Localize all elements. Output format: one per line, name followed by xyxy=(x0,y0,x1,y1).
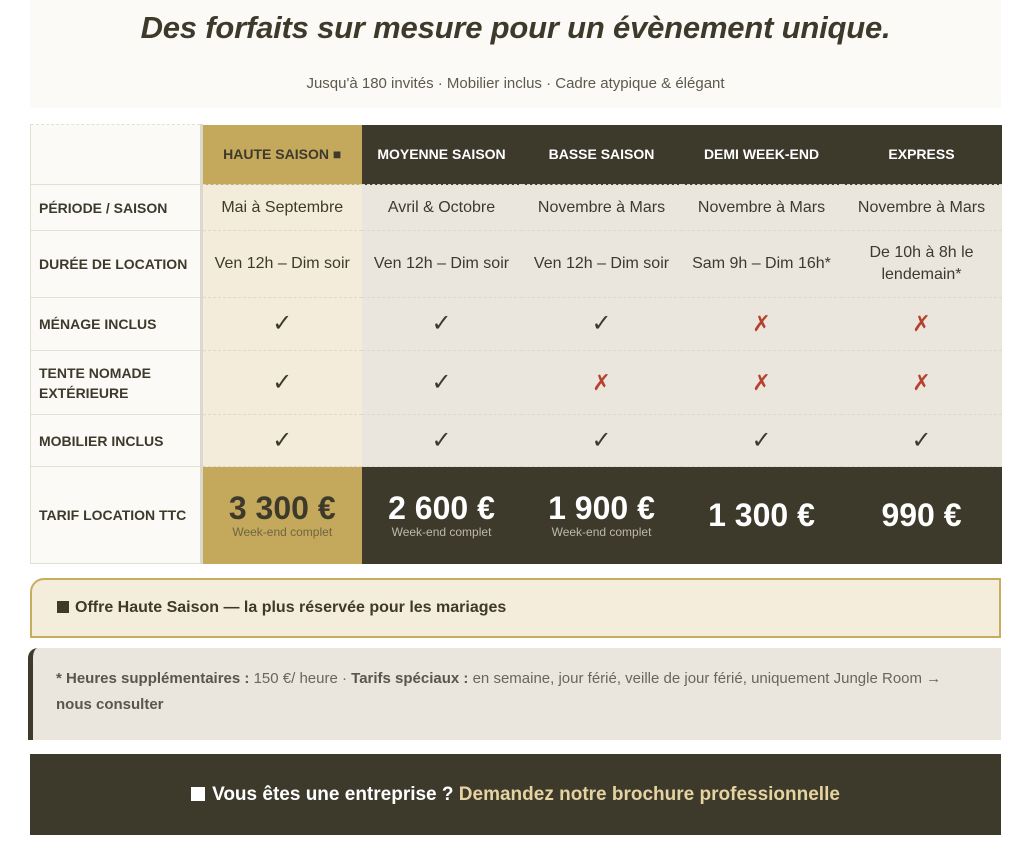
table-row-mobilier xyxy=(31,415,1002,467)
square-icon xyxy=(191,787,205,801)
price-cell-basse-saison xyxy=(522,467,682,564)
price-note: Week-end complet xyxy=(391,525,492,540)
plan-header-basse-saison: BASSE SAISON xyxy=(522,125,682,185)
pricing-table xyxy=(30,124,1002,564)
row-label: MOBILIER INCLUS xyxy=(31,415,202,467)
row-label: PÉRIODE / SAISON xyxy=(31,185,202,231)
pricing-notes xyxy=(28,648,1001,740)
price-cell-express xyxy=(842,467,1002,564)
table-row-tarif xyxy=(31,467,1002,564)
price-amount: 2 600 € xyxy=(388,490,495,527)
plan-header-express: EXPRESS xyxy=(842,125,1002,185)
business-cta-bar xyxy=(30,754,1001,835)
page-subtitle: Jusqu'à 180 invités · Mobilier inclus · Cadre atypique & élégant xyxy=(306,75,725,92)
table-cell: Novembre à Mars xyxy=(682,185,842,231)
plan-header-moyenne-saison: MOYENNE SAISON xyxy=(362,125,522,185)
brochure-link[interactable]: Demandez notre brochure professionnelle xyxy=(458,784,840,805)
cross-icon: ✗ xyxy=(842,351,1002,415)
special-rates-value: en semaine, jour férié, veille de jour férié, uniquement Jungle Room → xyxy=(468,670,942,687)
row-label: DURÉE DE LOCATION xyxy=(31,231,202,298)
table-row-tente xyxy=(31,351,1002,415)
check-icon: ✓ xyxy=(522,298,682,351)
price-amount: 1 300 € xyxy=(708,497,815,534)
price-amount: 990 € xyxy=(881,497,962,534)
plan-header-demi-week-end: DEMI WEEK-END xyxy=(682,125,842,185)
price-note: Week-end complet xyxy=(551,525,652,540)
check-icon: ✓ xyxy=(682,415,842,467)
check-icon: ✓ xyxy=(362,351,522,415)
offer-text: Offre Haute Saison — la plus réservée pour les mariages xyxy=(75,599,507,616)
table-cell: Novembre à Mars xyxy=(842,185,1002,231)
price-cell-moyenne-saison xyxy=(362,467,522,564)
table-header-row xyxy=(31,125,1002,185)
special-rates-label: Tarifs spéciaux : xyxy=(351,670,469,687)
table-cell: De 10h à 8h le lendemain* xyxy=(842,231,1002,298)
price-amount: 1 900 € xyxy=(548,490,655,527)
extra-hours-label: * Heures supplémentaires : xyxy=(56,670,250,687)
hero-header xyxy=(30,0,1001,108)
page-title: Des forfaits sur mesure pour un évènement unique. xyxy=(140,10,891,45)
price-note: Week-end complet xyxy=(232,525,333,540)
cross-icon: ✗ xyxy=(682,298,842,351)
check-icon: ✓ xyxy=(202,298,362,351)
table-cell: Ven 12h – Dim soir xyxy=(522,231,682,298)
check-icon: ✓ xyxy=(842,415,1002,467)
table-row-periode xyxy=(31,185,1002,231)
cross-icon: ✗ xyxy=(682,351,842,415)
price-amount: 3 300 € xyxy=(228,490,336,527)
table-cell: Sam 9h – Dim 16h* xyxy=(682,231,842,298)
price-cell-haute-saison xyxy=(202,467,362,564)
check-icon: ✓ xyxy=(362,415,522,467)
table-cell: Mai à Septembre xyxy=(202,185,362,231)
row-label: TENTE NOMADE EXTÉRIEURE xyxy=(31,351,202,415)
table-row-menage xyxy=(31,298,1002,351)
table-cell: Novembre à Mars xyxy=(522,185,682,231)
row-label: MÉNAGE INCLUS xyxy=(31,298,202,351)
table-row-duree xyxy=(31,231,1002,298)
check-icon: ✓ xyxy=(202,351,362,415)
cta-question: Vous êtes une entreprise ? xyxy=(212,784,459,805)
check-icon: ✓ xyxy=(202,415,362,467)
cross-icon: ✗ xyxy=(522,351,682,415)
haute-saison-offer-banner xyxy=(30,578,1001,638)
price-cell-demi-week-end xyxy=(682,467,842,564)
check-icon: ✓ xyxy=(362,298,522,351)
extra-hours-value: 150 €/ heure · xyxy=(249,670,352,687)
row-label: TARIF LOCATION TTC xyxy=(31,467,202,564)
table-cell: Ven 12h – Dim soir xyxy=(202,231,362,298)
table-cell: Ven 12h – Dim soir xyxy=(362,231,522,298)
consult-link[interactable]: nous consulter xyxy=(56,696,164,713)
table-corner-cell xyxy=(31,125,202,185)
check-icon: ✓ xyxy=(522,415,682,467)
square-icon xyxy=(57,601,69,613)
table-cell: Avril & Octobre xyxy=(362,185,522,231)
plan-header-haute-saison: HAUTE SAISON ■ xyxy=(202,125,362,185)
cross-icon: ✗ xyxy=(842,298,1002,351)
